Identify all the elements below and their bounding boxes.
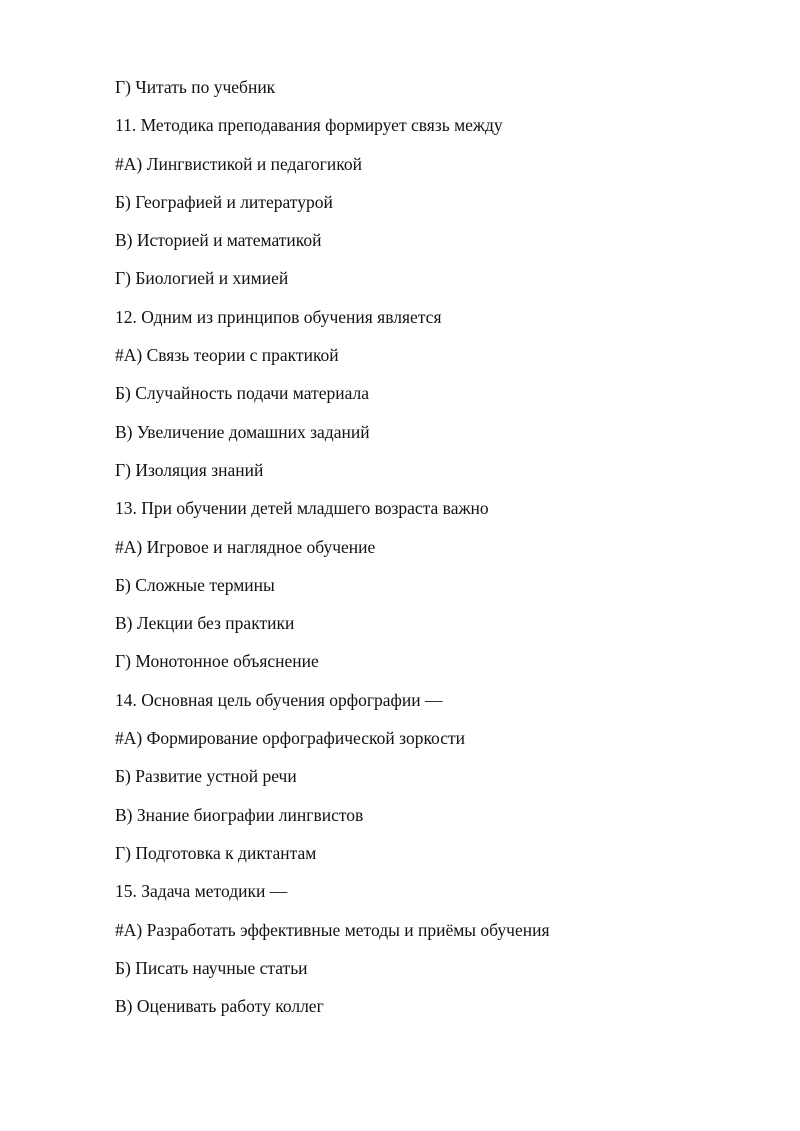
answer-option: Б) Географией и литературой xyxy=(115,191,333,212)
answer-option: Г) Подготовка к диктантам xyxy=(115,842,317,863)
answer-option: Б) Развитие устной речи xyxy=(115,766,297,787)
answer-option-correct: #А) Разработать эффективные методы и приёмы обучения xyxy=(115,919,550,940)
answer-option: Б) Случайность подачи материала xyxy=(115,383,370,404)
answer-option: В) Увеличение домашних заданий xyxy=(115,421,370,442)
question-11: 11. Методика преподавания формирует связь между xyxy=(115,115,503,136)
answer-option-correct: #А) Формирование орфографической зоркости xyxy=(115,728,466,749)
answer-option: Г) Читать по учебник xyxy=(115,77,276,97)
question-13: 13. При обучении детей младшего возраста важно xyxy=(115,498,489,519)
answer-option: Г) Монотонное объяснение xyxy=(115,651,319,672)
answer-option-correct: #А) Лингвистикой и педагогикой xyxy=(115,153,362,174)
answer-option: В) Историей и математикой xyxy=(115,230,322,251)
answer-option-correct: #А) Игровое и наглядное обучение xyxy=(115,536,376,557)
question-12: 12. Одним из принципов обучения является xyxy=(115,306,442,327)
answer-option: В) Лекции без практики xyxy=(115,613,295,634)
answer-option: Г) Изоляция знаний xyxy=(115,459,264,480)
answer-option-correct: #А) Связь теории с практикой xyxy=(115,345,339,366)
answer-option: Г) Биологией и химией xyxy=(115,268,289,289)
quiz-text xyxy=(115,76,755,1033)
answer-option: Б) Сложные термины xyxy=(115,574,275,595)
question-15: 15. Задача методики — xyxy=(115,881,288,902)
question-14: 14. Основная цель обучения орфографии — xyxy=(115,689,443,710)
answer-option: Б) Писать научные статьи xyxy=(115,957,308,978)
answer-option: В) Знание биографии лингвистов xyxy=(115,804,364,825)
answer-option: В) Оценивать работу коллег xyxy=(115,996,324,1017)
